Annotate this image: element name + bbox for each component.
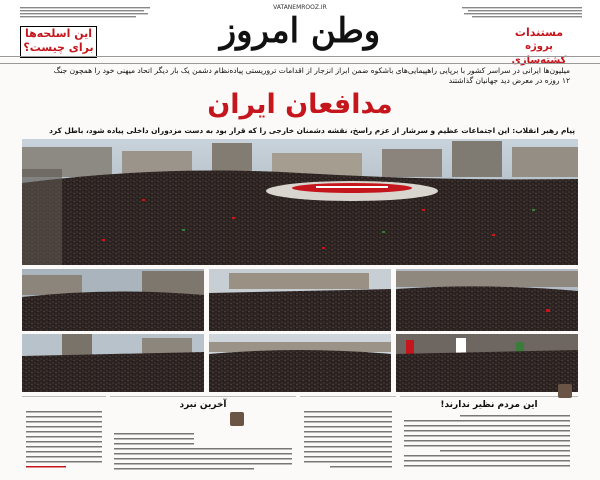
column-3-body-lines	[110, 411, 296, 471]
column-2[interactable]	[300, 396, 396, 477]
left-teaser-box[interactable]	[20, 26, 97, 58]
thumb-photo-3[interactable]	[396, 269, 578, 331]
fineprint-lines	[462, 6, 582, 20]
right-teaser-box[interactable]	[500, 26, 578, 66]
right-masthead-fineprint	[462, 6, 582, 20]
thumb-image	[396, 334, 578, 392]
column-4[interactable]	[22, 396, 106, 477]
column-3-title: آخرین نبرد	[179, 400, 227, 410]
thumb-photo-4[interactable]	[22, 334, 204, 392]
thumb-image	[22, 334, 204, 392]
headline-subtitle: پیام رهبر انقلاب: این اجتماعات عظیم و سرشار از عزم راسخ، نقشه دشمنان خارجی را که قرار بود به دست مزدوران داخلی پیاده شود، باطل کرد	[49, 126, 575, 135]
logo-website: VATANEMROOZ.IR	[273, 4, 327, 11]
main-headline[interactable]: مدافعان ایران	[207, 89, 393, 120]
dateline-bar	[0, 56, 600, 64]
main-crowd-photo[interactable]	[22, 139, 578, 265]
thumb-image	[209, 334, 391, 392]
column-4-body-lines	[22, 397, 106, 473]
thumb-photo-1[interactable]	[22, 269, 204, 331]
column-2-body-lines	[300, 397, 396, 473]
column-3[interactable]	[110, 396, 296, 477]
column-1[interactable]	[400, 396, 578, 477]
column-1-title: این مردم نظیر ندارند!	[440, 400, 538, 410]
fineprint-lines-left	[20, 6, 150, 20]
lead-text: میلیون‌ها ایرانی در سراسر کشور با برپایی راهپیمایی‌های باشکوه ضمن ابراز انزجار از اقدامات تروریستی پیاده‌نظام دشمن یک بار دیگر اتحاد میهنی خود را همچون جنگ ۱۲ روزه در معرض دید جهانیان گذاشتند	[53, 66, 570, 85]
logo-name: وطن امروز	[219, 11, 381, 51]
masthead	[0, 0, 600, 66]
right-teaser-line1: مستندات	[514, 26, 564, 39]
column-3-author-avatar	[230, 412, 244, 426]
thumb-photo-2[interactable]	[209, 269, 391, 331]
right-teaser-line2: پروژه کشته‌سازی	[511, 41, 567, 66]
left-teaser-line2: برای چیست؟	[23, 41, 94, 54]
thumb-photo-5[interactable]	[209, 334, 391, 392]
column-1-body-lines	[400, 411, 578, 471]
thumb-image	[209, 269, 391, 331]
thumb-photo-6[interactable]	[396, 334, 578, 392]
thumb-image	[396, 269, 578, 331]
thumb-image	[22, 269, 204, 331]
left-masthead-fineprint	[20, 6, 150, 20]
crowd-photo-image	[22, 139, 578, 265]
column-1-author-avatar	[558, 384, 572, 398]
newspaper-logo[interactable]	[165, 4, 435, 52]
left-teaser-line1: این اسلحه‌ها	[24, 27, 93, 40]
